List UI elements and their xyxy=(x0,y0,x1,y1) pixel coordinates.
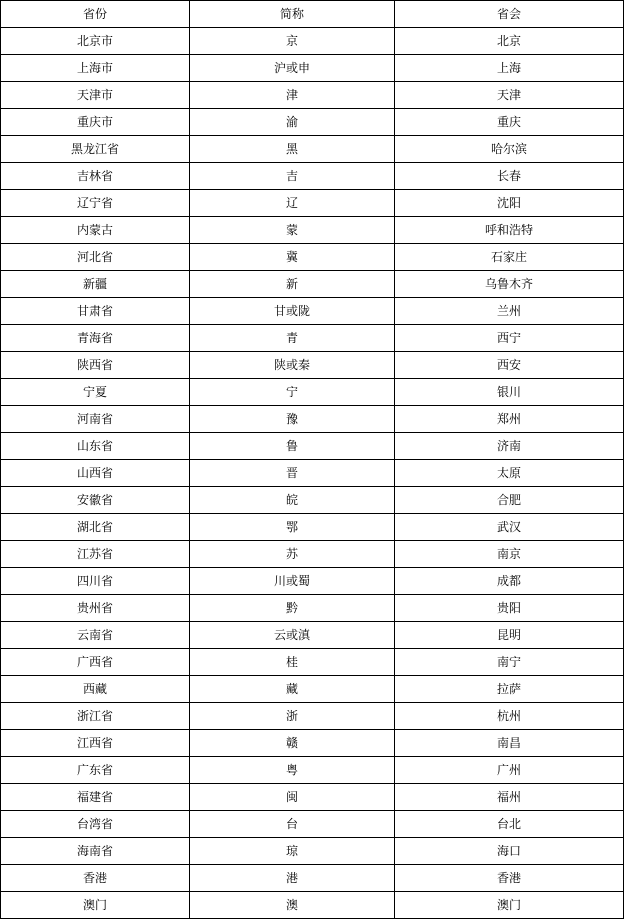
cell-capital: 郑州 xyxy=(395,406,624,433)
cell-province: 广西省 xyxy=(1,649,190,676)
table-row xyxy=(1,568,624,595)
table-row xyxy=(1,190,624,217)
cell-capital: 南宁 xyxy=(395,649,624,676)
cell-province: 新疆 xyxy=(1,271,190,298)
cell-province: 台湾省 xyxy=(1,811,190,838)
table-row xyxy=(1,298,624,325)
cell-province: 宁夏 xyxy=(1,379,190,406)
cell-abbreviation: 冀 xyxy=(190,244,395,271)
cell-abbreviation: 云或滇 xyxy=(190,622,395,649)
cell-abbreviation: 粤 xyxy=(190,757,395,784)
cell-capital: 太原 xyxy=(395,460,624,487)
cell-abbreviation: 港 xyxy=(190,865,395,892)
table-row xyxy=(1,757,624,784)
cell-abbreviation: 闽 xyxy=(190,784,395,811)
cell-province: 海南省 xyxy=(1,838,190,865)
cell-abbreviation: 黑 xyxy=(190,136,395,163)
header-capital: 省会 xyxy=(395,1,624,28)
cell-capital: 哈尔滨 xyxy=(395,136,624,163)
cell-capital: 西宁 xyxy=(395,325,624,352)
cell-capital: 北京 xyxy=(395,28,624,55)
table-row xyxy=(1,676,624,703)
header-row xyxy=(1,1,624,28)
table-row xyxy=(1,109,624,136)
table-row xyxy=(1,622,624,649)
cell-capital: 上海 xyxy=(395,55,624,82)
table-row xyxy=(1,838,624,865)
cell-province: 重庆市 xyxy=(1,109,190,136)
cell-capital: 武汉 xyxy=(395,514,624,541)
table-row xyxy=(1,379,624,406)
header-abbreviation: 简称 xyxy=(190,1,395,28)
table-row xyxy=(1,325,624,352)
cell-abbreviation: 青 xyxy=(190,325,395,352)
table-row xyxy=(1,55,624,82)
cell-capital: 杭州 xyxy=(395,703,624,730)
cell-abbreviation: 京 xyxy=(190,28,395,55)
table-row xyxy=(1,514,624,541)
cell-province: 陕西省 xyxy=(1,352,190,379)
cell-capital: 西安 xyxy=(395,352,624,379)
cell-abbreviation: 津 xyxy=(190,82,395,109)
cell-province: 河北省 xyxy=(1,244,190,271)
cell-abbreviation: 甘或陇 xyxy=(190,298,395,325)
table-row xyxy=(1,28,624,55)
cell-abbreviation: 黔 xyxy=(190,595,395,622)
cell-abbreviation: 桂 xyxy=(190,649,395,676)
cell-province: 青海省 xyxy=(1,325,190,352)
cell-province: 浙江省 xyxy=(1,703,190,730)
cell-capital: 福州 xyxy=(395,784,624,811)
cell-province: 山西省 xyxy=(1,460,190,487)
cell-province: 吉林省 xyxy=(1,163,190,190)
cell-capital: 广州 xyxy=(395,757,624,784)
cell-province: 贵州省 xyxy=(1,595,190,622)
cell-capital: 石家庄 xyxy=(395,244,624,271)
cell-capital: 天津 xyxy=(395,82,624,109)
table-row xyxy=(1,595,624,622)
cell-capital: 重庆 xyxy=(395,109,624,136)
cell-province: 湖北省 xyxy=(1,514,190,541)
cell-capital: 贵阳 xyxy=(395,595,624,622)
table-row xyxy=(1,865,624,892)
cell-province: 内蒙古 xyxy=(1,217,190,244)
table-row xyxy=(1,730,624,757)
cell-province: 四川省 xyxy=(1,568,190,595)
cell-province: 河南省 xyxy=(1,406,190,433)
cell-abbreviation: 豫 xyxy=(190,406,395,433)
table-row xyxy=(1,784,624,811)
table-row xyxy=(1,811,624,838)
cell-abbreviation: 皖 xyxy=(190,487,395,514)
cell-province: 江西省 xyxy=(1,730,190,757)
cell-province: 甘肃省 xyxy=(1,298,190,325)
cell-capital: 澳门 xyxy=(395,892,624,919)
cell-province: 黑龙江省 xyxy=(1,136,190,163)
table-row xyxy=(1,649,624,676)
cell-province: 天津市 xyxy=(1,82,190,109)
cell-abbreviation: 沪或申 xyxy=(190,55,395,82)
table-row xyxy=(1,136,624,163)
cell-capital: 济南 xyxy=(395,433,624,460)
cell-abbreviation: 浙 xyxy=(190,703,395,730)
cell-abbreviation: 川或蜀 xyxy=(190,568,395,595)
cell-capital: 昆明 xyxy=(395,622,624,649)
cell-capital: 拉萨 xyxy=(395,676,624,703)
cell-province: 安徽省 xyxy=(1,487,190,514)
cell-province: 西藏 xyxy=(1,676,190,703)
cell-abbreviation: 赣 xyxy=(190,730,395,757)
cell-province: 江苏省 xyxy=(1,541,190,568)
cell-capital: 南昌 xyxy=(395,730,624,757)
cell-capital: 沈阳 xyxy=(395,190,624,217)
cell-province: 云南省 xyxy=(1,622,190,649)
table-row xyxy=(1,352,624,379)
cell-capital: 成都 xyxy=(395,568,624,595)
cell-capital: 兰州 xyxy=(395,298,624,325)
table-body xyxy=(1,28,624,919)
table-row xyxy=(1,460,624,487)
cell-abbreviation: 鄂 xyxy=(190,514,395,541)
cell-capital: 海口 xyxy=(395,838,624,865)
cell-capital: 南京 xyxy=(395,541,624,568)
cell-capital: 香港 xyxy=(395,865,624,892)
cell-abbreviation: 苏 xyxy=(190,541,395,568)
cell-province: 香港 xyxy=(1,865,190,892)
cell-province: 澳门 xyxy=(1,892,190,919)
cell-abbreviation: 琼 xyxy=(190,838,395,865)
cell-capital: 长春 xyxy=(395,163,624,190)
table-row xyxy=(1,244,624,271)
cell-province: 北京市 xyxy=(1,28,190,55)
table-row xyxy=(1,703,624,730)
cell-province: 上海市 xyxy=(1,55,190,82)
table-row xyxy=(1,82,624,109)
header-province: 省份 xyxy=(1,1,190,28)
cell-province: 辽宁省 xyxy=(1,190,190,217)
cell-abbreviation: 吉 xyxy=(190,163,395,190)
cell-province: 广东省 xyxy=(1,757,190,784)
table-row xyxy=(1,487,624,514)
cell-abbreviation: 新 xyxy=(190,271,395,298)
table-row xyxy=(1,433,624,460)
cell-abbreviation: 渝 xyxy=(190,109,395,136)
cell-abbreviation: 陕或秦 xyxy=(190,352,395,379)
cell-abbreviation: 晋 xyxy=(190,460,395,487)
table-row xyxy=(1,271,624,298)
table-row xyxy=(1,217,624,244)
table-row xyxy=(1,163,624,190)
table-row xyxy=(1,892,624,919)
table-row xyxy=(1,541,624,568)
cell-capital: 合肥 xyxy=(395,487,624,514)
cell-abbreviation: 蒙 xyxy=(190,217,395,244)
cell-abbreviation: 澳 xyxy=(190,892,395,919)
cell-abbreviation: 辽 xyxy=(190,190,395,217)
cell-abbreviation: 台 xyxy=(190,811,395,838)
cell-province: 山东省 xyxy=(1,433,190,460)
cell-capital: 呼和浩特 xyxy=(395,217,624,244)
cell-capital: 银川 xyxy=(395,379,624,406)
cell-abbreviation: 宁 xyxy=(190,379,395,406)
cell-capital: 乌鲁木齐 xyxy=(395,271,624,298)
cell-abbreviation: 鲁 xyxy=(190,433,395,460)
table-row xyxy=(1,406,624,433)
cell-abbreviation: 藏 xyxy=(190,676,395,703)
cell-province: 福建省 xyxy=(1,784,190,811)
cell-capital: 台北 xyxy=(395,811,624,838)
